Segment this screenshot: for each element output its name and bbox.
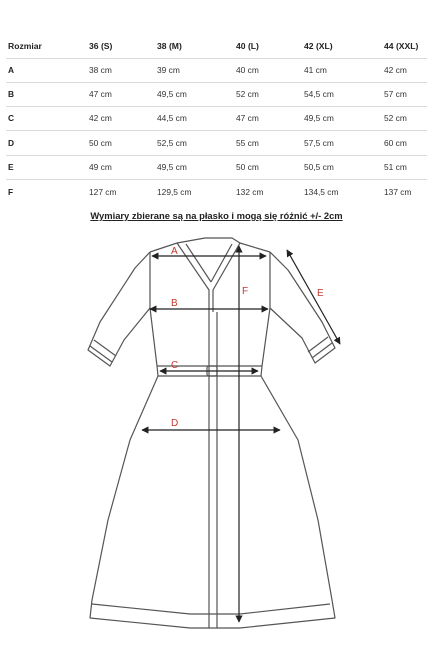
table-divider (6, 58, 427, 59)
table-row (0, 112, 433, 136)
table-cell: 57,5 cm (304, 138, 334, 148)
table-cell: 132 cm (236, 187, 264, 197)
table-row (0, 88, 433, 112)
table-cell: 54,5 cm (304, 89, 334, 99)
measure-b-label: B (171, 298, 178, 309)
row-label: D (8, 138, 15, 148)
measure-a-label: A (171, 246, 178, 257)
table-cell: 60 cm (384, 138, 407, 148)
table-cell: 47 cm (89, 89, 112, 99)
table-cell: 42 cm (384, 65, 407, 75)
table-cell: 49,5 cm (157, 162, 187, 172)
row-label: F (8, 187, 14, 197)
dress-lapel-left (177, 243, 209, 312)
table-divider (6, 155, 427, 156)
table-cell: 52 cm (384, 113, 407, 123)
table-cell: 41 cm (304, 65, 327, 75)
measure-f-label: F (242, 286, 249, 297)
row-label: E (8, 162, 14, 172)
dress-shoulder-right (240, 243, 270, 252)
header-cell-38: 38 (M) (157, 41, 182, 51)
dress-skirt (90, 376, 335, 628)
table-cell: 42 cm (89, 113, 112, 123)
table-cell: 39 cm (157, 65, 180, 75)
row-label: B (8, 89, 15, 99)
header-cell-40: 40 (L) (236, 41, 259, 51)
header-cell-36: 36 (S) (89, 41, 113, 51)
table-cell: 40 cm (236, 65, 259, 75)
table-cell: 50 cm (236, 162, 259, 172)
dress-sleeve-left (88, 252, 150, 366)
table-cell: 49,5 cm (157, 89, 187, 99)
measure-d-label: D (171, 418, 179, 429)
table-divider (6, 106, 427, 107)
table-cell: 137 cm (384, 187, 412, 197)
table-cell: 57 cm (384, 89, 407, 99)
measure-e-label: E (317, 288, 324, 299)
dress-placket (209, 312, 217, 628)
table-row (0, 186, 433, 210)
table-row (0, 137, 433, 161)
table-cell: 38 cm (89, 65, 112, 75)
dress-hem (92, 604, 330, 614)
table-cell: 50,5 cm (304, 162, 334, 172)
dress-collar (177, 238, 240, 243)
header-cell-44: 44 (XXL) (384, 41, 419, 51)
dress-sleeve-right (270, 252, 335, 363)
table-cell: 47 cm (236, 113, 259, 123)
table-divider (6, 130, 427, 131)
table-cell: 52 cm (236, 89, 259, 99)
table-cell: 49 cm (89, 162, 112, 172)
dress-cuff-left (90, 340, 116, 362)
table-cell: 52,5 cm (157, 138, 187, 148)
dress-cuff-right (308, 337, 332, 358)
table-cell: 129,5 cm (157, 187, 192, 197)
table-divider (6, 179, 427, 180)
dress-lapel-left-inner (186, 244, 211, 282)
table-cell: 44,5 cm (157, 113, 187, 123)
table-cell: 49,5 cm (304, 113, 334, 123)
table-row (0, 64, 433, 88)
table-row (0, 161, 433, 185)
dress-outline (88, 238, 335, 628)
table-header-row (0, 40, 433, 64)
row-label: A (8, 65, 15, 75)
table-cell: 55 cm (236, 138, 259, 148)
table-cell: 50 cm (89, 138, 112, 148)
header-cell-size: Rozmiar (8, 41, 42, 51)
measure-c-label: C (171, 360, 179, 371)
measurement-note: Wymiary zbierane są na płasko i mogą się różnić +/- 2cm (90, 210, 343, 221)
table-cell: 51 cm (384, 162, 407, 172)
table-cell: 134,5 cm (304, 187, 339, 197)
measure-e-arrow (287, 250, 340, 344)
table-cell: 127 cm (89, 187, 117, 197)
table-divider (6, 82, 427, 83)
header-cell-42: 42 (XL) (304, 41, 333, 51)
dress-measurement-diagram (0, 226, 433, 646)
row-label: C (8, 113, 15, 123)
